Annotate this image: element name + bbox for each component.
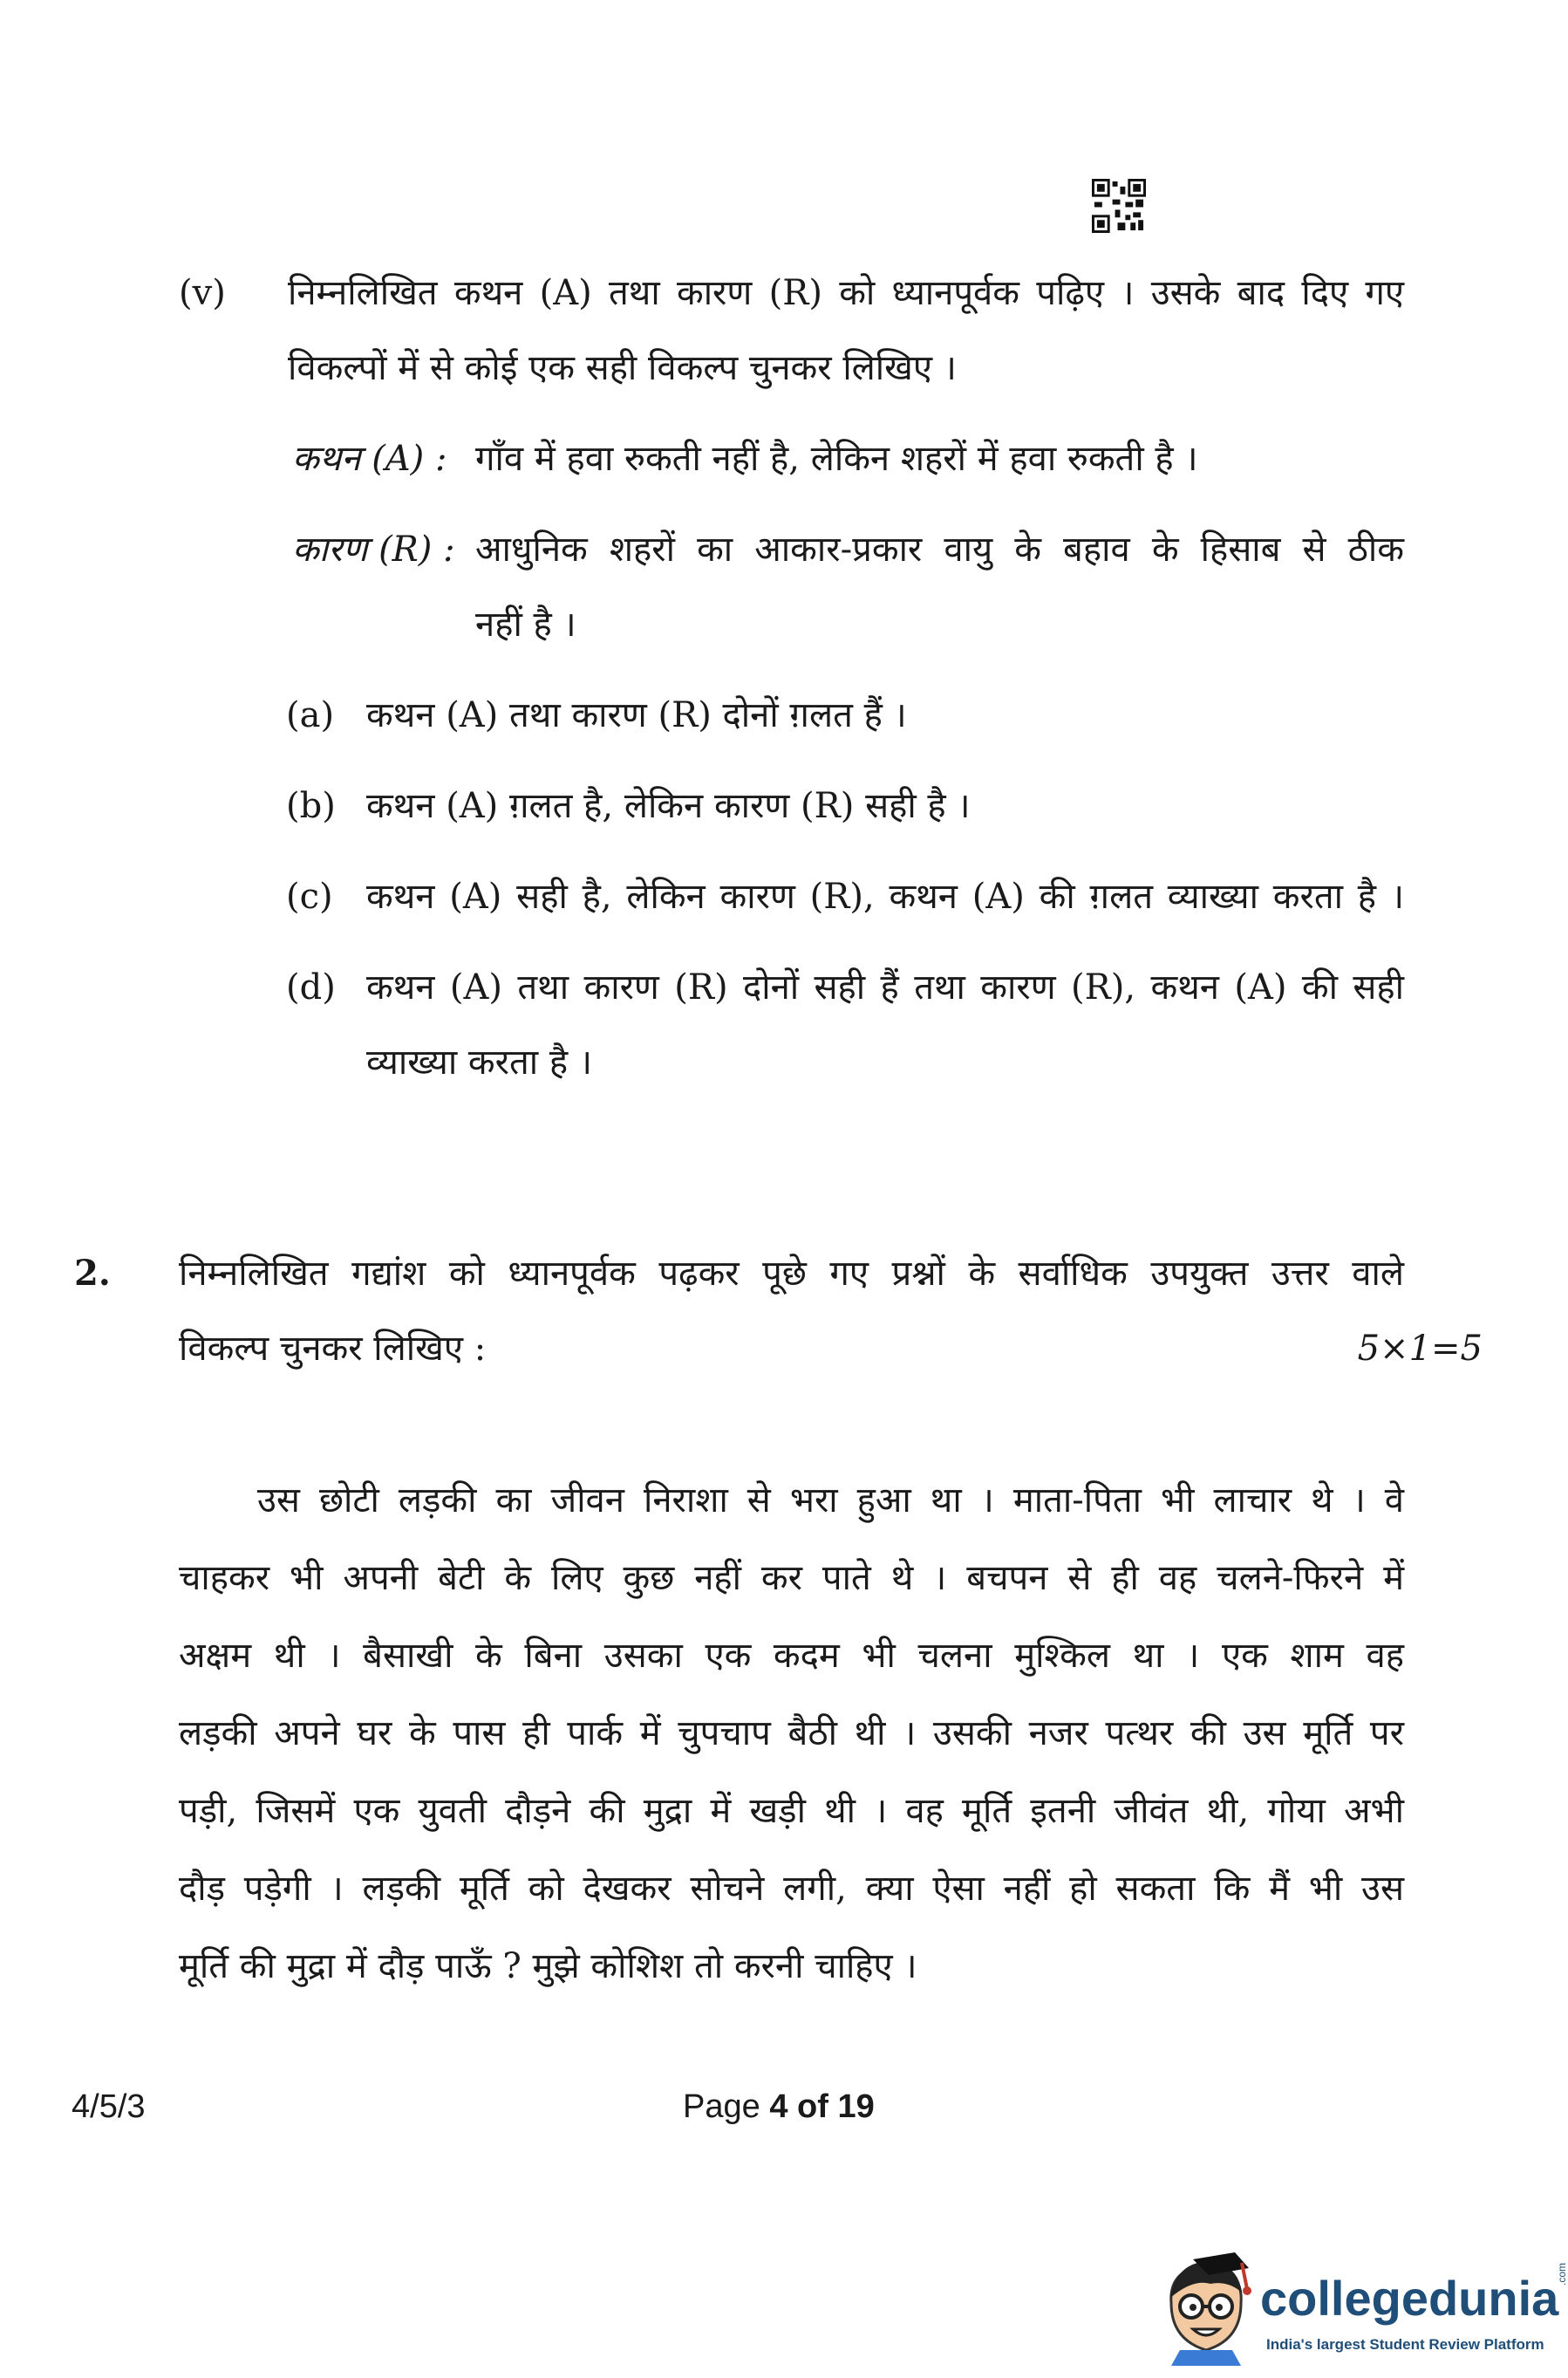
qr-code-icon <box>1092 179 1146 233</box>
question-intro-line: विकल्पों में से कोई एक सही विकल्प चुनकर लिखिए । <box>288 348 957 388</box>
passage-line: दौड़ पड़ेगी । लड़की मूर्ति को देखकर सोचने लगी, क्या ऐसा नहीं हो सकता कि मैं भी उस <box>179 1869 1404 1909</box>
option-key: (b) <box>286 786 336 826</box>
assertion-text: गाँव में हवा रुकती नहीं है, लेकिन शहरों में हवा रुकती है । <box>475 439 1198 479</box>
passage-line: लड़की अपने घर के पास ही पार्क में चुपचाप बैठी थी । उसकी नजर पत्थर की उस मूर्ति पर <box>179 1713 1404 1753</box>
passage-line: अक्षम थी । बैसाखी के बिना उसका एक कदम भी चलना मुश्किल था । एक शाम वह <box>179 1636 1404 1676</box>
option-key: (a) <box>286 695 335 735</box>
assertion-label: कथन (A) : <box>292 439 447 479</box>
option-text: कथन (A) तथा कारण (R) दोनों ग़लत हैं । <box>366 695 907 735</box>
passage-line: मूर्ति की मुद्रा में दौड़ पाऊँ ? मुझे कोशिश तो करनी चाहिए । <box>179 1946 917 1986</box>
question-intro-line: निम्नलिखित कथन (A) तथा कारण (R) को ध्यानपूर्वक पढ़िए । उसके बाद दिए गए <box>288 273 1404 313</box>
reason-label: कारण (R) : <box>292 530 455 570</box>
page-number: 4 <box>769 2088 788 2125</box>
option-text: कथन (A) सही है, लेकिन कारण (R), कथन (A) की ग़लत व्याख्या करता है । <box>366 877 1404 917</box>
option-text: व्याख्या करता है । <box>366 1042 592 1083</box>
passage-line: पड़ी, जिसमें एक युवती दौड़ने की मुद्रा में खड़ी थी । वह मूर्ति इतनी जीवंत थी, गोया अभी <box>179 1791 1404 1831</box>
reason-text-line: आधुनिक शहरों का आकार-प्रकार वायु के बहाव के हिसाब से ठीक <box>475 530 1404 570</box>
page-total: 19 <box>837 2088 875 2125</box>
page-prefix: Page <box>683 2088 770 2125</box>
option-text: कथन (A) तथा कारण (R) दोनों सही हैं तथा कारण (R), कथन (A) की सही <box>366 967 1404 1008</box>
reason-text-line: नहीं है । <box>475 605 576 645</box>
option-text: कथन (A) ग़लत है, लेकिन कारण (R) सही है । <box>366 786 971 826</box>
question-instruction-line: विकल्प चुनकर लिखिए : <box>179 1329 487 1369</box>
option-key: (c) <box>286 877 333 917</box>
passage-line: चाहकर भी अपनी बेटी के लिए कुछ नहीं कर पाते थे । बचपन से ही वह चलने-फिरने में <box>179 1558 1404 1598</box>
brand-domain: .com <box>1556 2262 1568 2286</box>
question-instruction-line: निम्नलिखित गद्यांश को ध्यानपूर्वक पढ़कर पूछे गए प्रश्नों के सर्वाधिक उपयुक्त उत्तर वाले <box>179 1254 1404 1294</box>
question-number: 2. <box>74 1253 111 1294</box>
question-number: (v) <box>179 273 226 313</box>
passage-line: उस छोटी लड़की का जीवन निराशा से भरा हुआ था । माता-पिता भी लाचार थे । वे <box>257 1480 1404 1520</box>
brand-name: collegedunia <box>1260 2271 1559 2326</box>
brand-tagline: India's largest Student Review Platform <box>1266 2336 1544 2353</box>
option-key: (d) <box>286 967 336 1008</box>
page-of: of <box>787 2088 838 2125</box>
paper-code: 4/5/3 <box>72 2088 146 2125</box>
page-indicator <box>683 2085 875 2129</box>
marks-label: 5×1=5 <box>1357 1329 1483 1369</box>
mascot-logo-icon <box>1158 2252 1254 2366</box>
